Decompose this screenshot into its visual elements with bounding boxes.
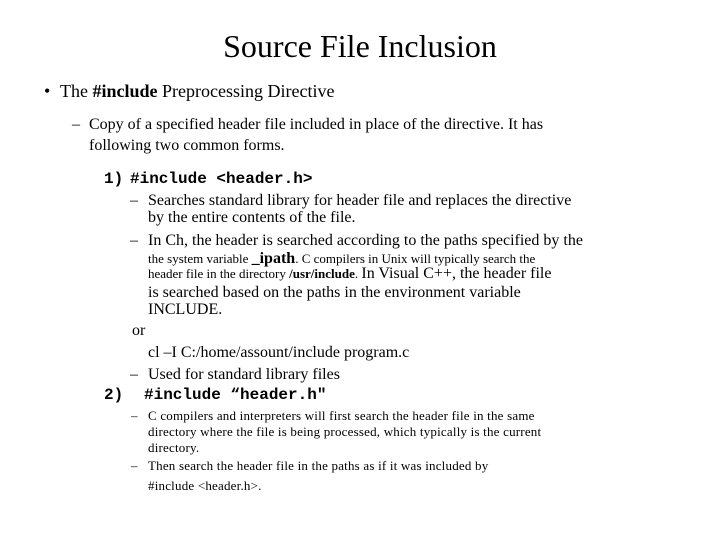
ipath-lead: the system variable [148, 251, 252, 266]
form1-sub1-marker: – [130, 192, 138, 209]
form1-sub1-line2: by the entire contents of the file. [148, 209, 356, 226]
usr-include-trail: . [354, 266, 362, 281]
usr-include-path: /usr/include [289, 266, 355, 281]
form2-sub1-marker: – [131, 408, 138, 423]
form1-code: #include <header.h> [130, 170, 313, 188]
form1-sub2-line3 [148, 265, 551, 283]
bullet-prefix: The [60, 81, 93, 101]
form2-sub2-line2: #include <header.h>. [148, 478, 262, 493]
form1-sub3-text: Used for standard library files [148, 366, 340, 383]
form2-sub2-marker: – [131, 458, 138, 473]
bullet-marker: • [44, 81, 51, 101]
ipath-trail: . C compilers in Unix will typically search the [295, 251, 536, 266]
form1-sub2-marker: – [130, 232, 138, 249]
ipath-variable: _ipath [251, 250, 296, 267]
form1-label: 1) [104, 170, 124, 188]
dash-text-line2: following two common forms. [89, 137, 285, 154]
form2-sub2-line1: Then search the header file in the paths as if it was included by [148, 458, 489, 473]
form1-sub2-line4: is searched based on the paths in the environment variable [148, 284, 521, 301]
dash-marker: – [72, 116, 80, 133]
form1-sub3-marker: – [130, 366, 138, 383]
form1-sub2-line5: INCLUDE. [148, 301, 223, 318]
cl-command: cl –I C:/home/assount/include program.c [148, 344, 410, 361]
bullet-suffix: Preprocessing Directive [157, 81, 335, 101]
dash-text-line1: Copy of a specified header file included in place of the directive. It has [89, 116, 544, 133]
form2-sub1-line3: directory. [148, 440, 200, 455]
or-text: or [132, 322, 146, 339]
form1-sub2-line1: In Ch, the header is searched according to the paths specified by the [148, 232, 583, 249]
usr-include-lead: header file in the directory [148, 266, 290, 281]
visual-cpp-text: In Visual C++, the header file [361, 265, 552, 282]
form2-sub1-line1: C compilers and interpreters will first search the header file in the same [148, 408, 535, 423]
form2-code: #include “header.h" [144, 386, 327, 404]
form1-sub1-line1: Searches standard library for header file and replaces the directive [148, 192, 572, 209]
bullet-include-directive [60, 81, 334, 102]
form2-label: 2) [104, 386, 124, 404]
form2-sub1-line2: directory where the file is being processed, which typically is the current [148, 424, 542, 439]
slide-title: Source File Inclusion [223, 28, 497, 64]
include-keyword: #include [92, 81, 158, 101]
